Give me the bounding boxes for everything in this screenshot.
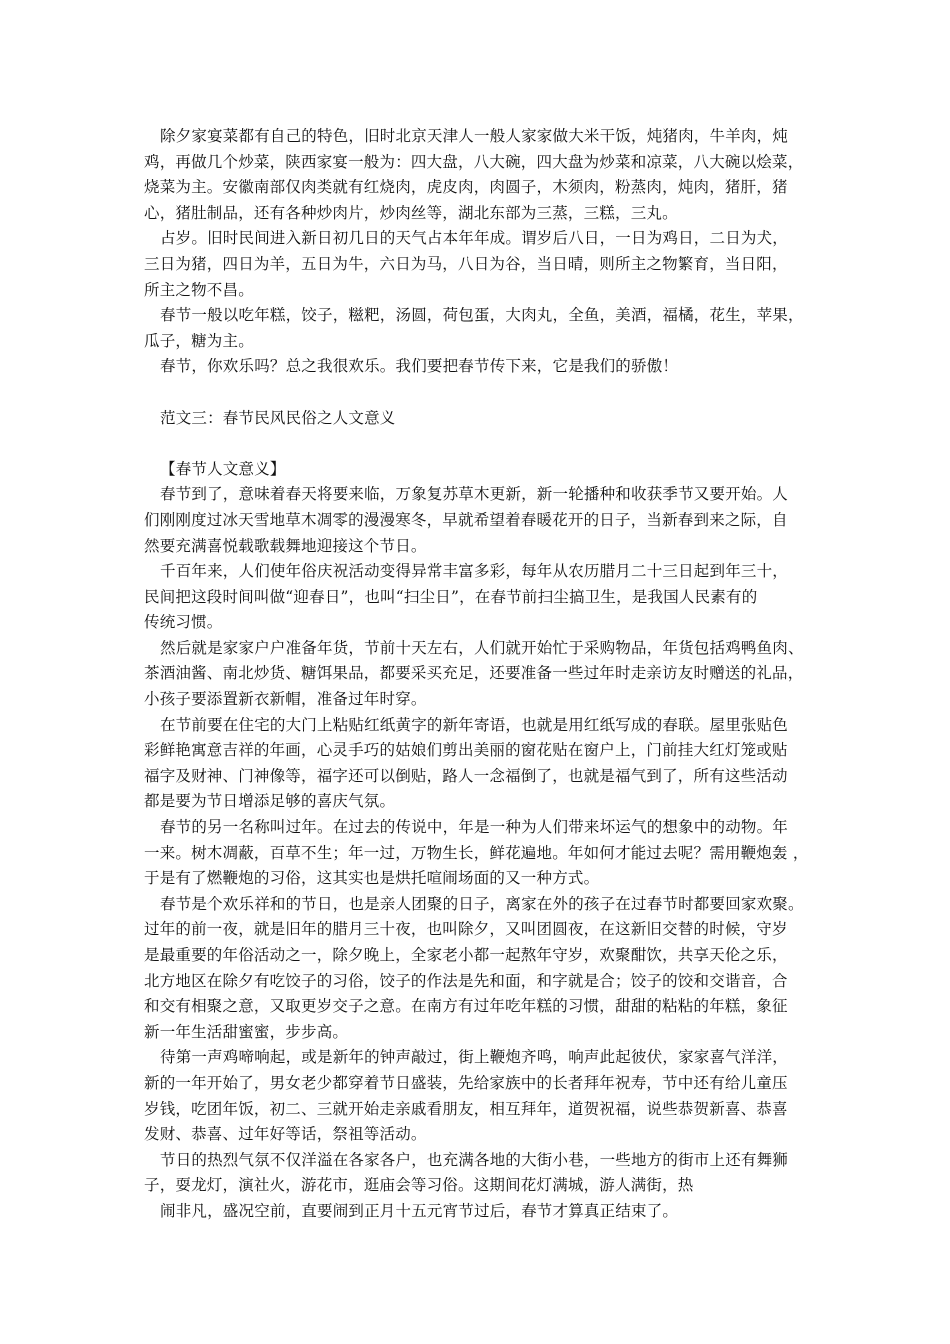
text-line: 在节前要在住宅的大门上粘贴红纸黄字的新年寄语，也就是用红纸写成的春联。屋里张贴色	[160, 715, 789, 734]
text-line: 鸡，再做几个炒菜，陕西家宴一般为：四大盘，八大碗，四大盘为炒菜和凉菜，八大碗以烩菜，	[144, 152, 804, 171]
text-line: 子，耍龙灯，演社火，游花市，逛庙会等习俗。这期间花灯满城，游人满街，热	[144, 1176, 694, 1195]
text-line: 于是有了燃鞭炮的习俗，这其实也是烘托喧闹场面的又一种方式。	[144, 869, 600, 888]
text-line: 闹非凡，盛况空前，直要闹到正月十五元宵节过后，春节才算真正结束了。	[160, 1201, 679, 1220]
text-line: 春节一般以吃年糕，饺子，糍粑，汤圆，荷包蛋，大肉丸，全鱼，美酒，福橘，花生，苹果，	[160, 306, 804, 325]
text-line: 春节是个欢乐祥和的节日，也是亲人团聚的日子，离家在外的孩子在过春节时都要回家欢聚。	[160, 894, 804, 913]
text-line: 福字及财神、门神像等，福字还可以倒贴，路人一念福倒了，也就是福气到了，所有这些活动	[144, 766, 788, 785]
text-line: 待第一声鸡啼响起，或是新年的钟声敲过，街上鞭炮齐鸣，响声此起彼伏，家家喜气洋洋，	[160, 1048, 789, 1067]
text-line: 除夕家宴菜都有自己的特色，旧时北京天津人一般人家家做大米干饭，炖猪肉，牛羊肉，炖	[160, 127, 789, 145]
text-line: 三日为猪，四日为羊，五日为牛，六日为马，八日为谷，当日晴，则所主之物繁育，当日阳，	[144, 254, 788, 273]
text-line: 发财、恭喜、过年好等话，祭祖等活动。	[144, 1125, 427, 1144]
text-line: 烧菜为主。安徽南部仅肉类就有红烧肉，虎皮肉，肉圆子，木须肉，粉蒸肉，炖肉，猪肝，猪	[144, 178, 788, 197]
text-line: 茶酒油酱、南北炒货、糖饵果品，都要采买充足，还要准备一些过年时走亲访友时赠送的礼品，	[144, 664, 804, 683]
text-line: 所主之物不昌。	[144, 280, 254, 299]
section-title: 范文三：春节民风民俗之人文意义	[160, 408, 396, 427]
blank-line	[144, 431, 816, 457]
text-line: 们刚刚度过冰天雪地草木凋零的漫漫寒冬，早就希望着春暖花开的日子，当新春到来之际，自	[144, 510, 788, 529]
text-line: 过年的前一夜，就是旧年的腊月三十夜，也叫除夕，又叫团圆夜，在这新旧交替的时候，守岁	[144, 920, 788, 939]
text-line: 一来。树木凋蔽，百草不生；年一过，万物生长，鲜花遍地。年如何才能过去呢？需用鞭炮轰 ，	[144, 843, 809, 862]
text-line: 节日的热烈气氛不仅洋溢在各家各户，也充满各地的大街小巷，一些地方的街市上还有舞狮	[160, 1150, 789, 1169]
text-line: 都是要为节日增添足够的喜庆气氛。	[144, 792, 396, 811]
text-line: 彩鲜艳寓意吉祥的年画，心灵手巧的姑娘们剪出美丽的窗花贴在窗户上，门前挂大红灯笼或贴	[144, 741, 788, 760]
text-line: 新的一年开始了，男女老少都穿着节日盛装，先给家族中的长者拜年祝寿，节中还有给儿童压	[144, 1073, 788, 1092]
text-line: 民间把这段时间叫做“迎春日”，也叫“扫尘日”，在春节前扫尘搞卫生，是我国人民素有的	[144, 587, 758, 606]
text-line: 瓜子，糖为主。	[144, 331, 254, 350]
text-line: 然后就是家家户户准备年货，节前十天左右，人们就开始忙于采购物品，年货包括鸡鸭鱼肉、	[160, 638, 804, 657]
text-line: 春节，你欢乐吗？总之我很欢乐。我们要把春节传下来，它是我们的骄傲！	[160, 357, 679, 376]
text-line: 传统习惯。	[144, 613, 223, 632]
text-line: 占岁。旧时民间进入新日初几日的天气占本年年成。谓岁后八日，一日为鸡日，二日为犬，	[160, 229, 789, 248]
section-heading: 【春节人文意义】	[160, 459, 286, 478]
text-line: 千百年来，人们使年俗庆祝活动变得异常丰富多彩，每年从农历腊月二十三日起到年三十，	[160, 562, 789, 581]
text-line: 心，猪肚制品，还有各种炒肉片，炒肉丝等，湖北东部为三蒸，三糕，三丸。	[144, 203, 678, 222]
blank-line	[144, 380, 816, 406]
text-line: 春节的另一名称叫过年。在过去的传说中，年是一种为人们带来坏运气的想象中的动物。年	[160, 818, 789, 837]
text-line: 和交有相聚之意，又取更岁交子之意。在南方有过年吃年糕的习惯，甜甜的粘粘的年糕，象征	[144, 997, 788, 1016]
text-line: 新一年生活甜蜜蜜，步步高。	[144, 1022, 349, 1041]
text-line: 小孩子要添置新衣新帽，准备过年时穿。	[144, 690, 427, 709]
document-body	[144, 124, 816, 1225]
text-line: 北方地区在除夕有吃饺子的习俗，饺子的作法是先和面，和字就是合；饺子的饺和交谐音，合	[144, 971, 788, 990]
text-line: 岁钱，吃团年饭，初二、三就开始走亲戚看朋友，相互拜年，道贺祝福，说些恭贺新喜、恭喜	[144, 1099, 788, 1118]
text-line: 春节到了，意味着春天将要来临，万象复苏草木更新，新一轮播种和收获季节又要开始。人	[160, 485, 789, 504]
text-line: 然要充满喜悦载歌载舞地迎接这个节日。	[144, 536, 427, 555]
text-line: 是最重要的年俗活动之一，除夕晚上，全家老小都一起熬年守岁，欢聚酣饮，共享天伦之乐，	[144, 946, 788, 964]
